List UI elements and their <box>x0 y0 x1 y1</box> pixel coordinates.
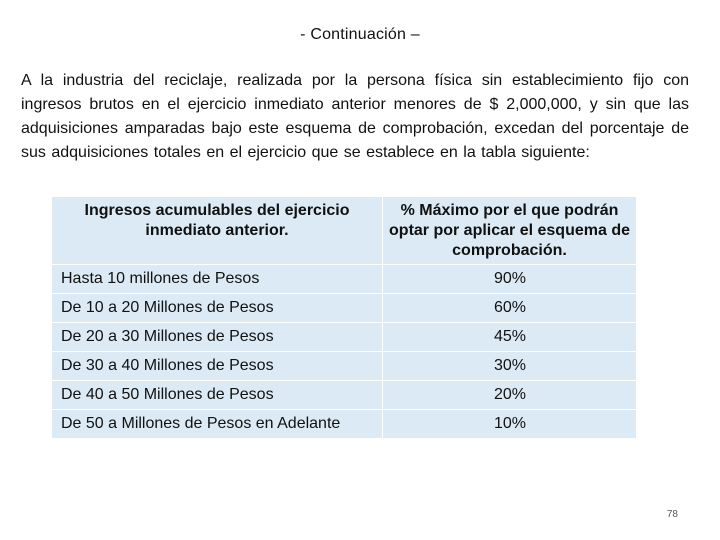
header-max-percent: % Máximo por el que podrán optar por aplicar el esquema de comprobación. <box>383 197 637 265</box>
income-cell: De 50 a Millones de Pesos en Adelante <box>52 410 383 439</box>
table-row <box>52 410 637 439</box>
header-income: Ingresos acumulables del ejercicio inmediato anterior. <box>52 197 383 265</box>
table-row <box>52 294 637 323</box>
income-cell: Hasta 10 millones de Pesos <box>52 265 383 294</box>
percent-cell: 10% <box>383 410 637 439</box>
table-row <box>52 381 637 410</box>
income-cell: De 40 a 50 Millones de Pesos <box>52 381 383 410</box>
percent-cell: 60% <box>383 294 637 323</box>
percent-cell: 90% <box>383 265 637 294</box>
rates-table <box>51 196 637 439</box>
page-title: - Continuación – <box>300 26 420 43</box>
income-cell: De 20 a 30 Millones de Pesos <box>52 323 383 352</box>
table-row <box>52 265 637 294</box>
income-cell: De 10 a 20 Millones de Pesos <box>52 294 383 323</box>
percent-cell: 20% <box>383 381 637 410</box>
table-row <box>52 352 637 381</box>
page-number: 78 <box>666 509 678 520</box>
body-paragraph: A la industria del reciclaje, realizada por la persona física sin establecimiento fijo con ingresos brutos en el ejercicio inmediato anterior menores de $ 2,000,000, y sin que las adquisiciones amparadas bajo este esquema de comprobación, excedan del porcentaje de sus adquisiciones totales en el ejercicio que se establece en la tabla siguiente: <box>21 72 689 161</box>
percent-cell: 45% <box>383 323 637 352</box>
table-header-row <box>52 197 637 265</box>
income-cell: De 30 a 40 Millones de Pesos <box>52 352 383 381</box>
table-row <box>52 323 637 352</box>
percent-cell: 30% <box>383 352 637 381</box>
